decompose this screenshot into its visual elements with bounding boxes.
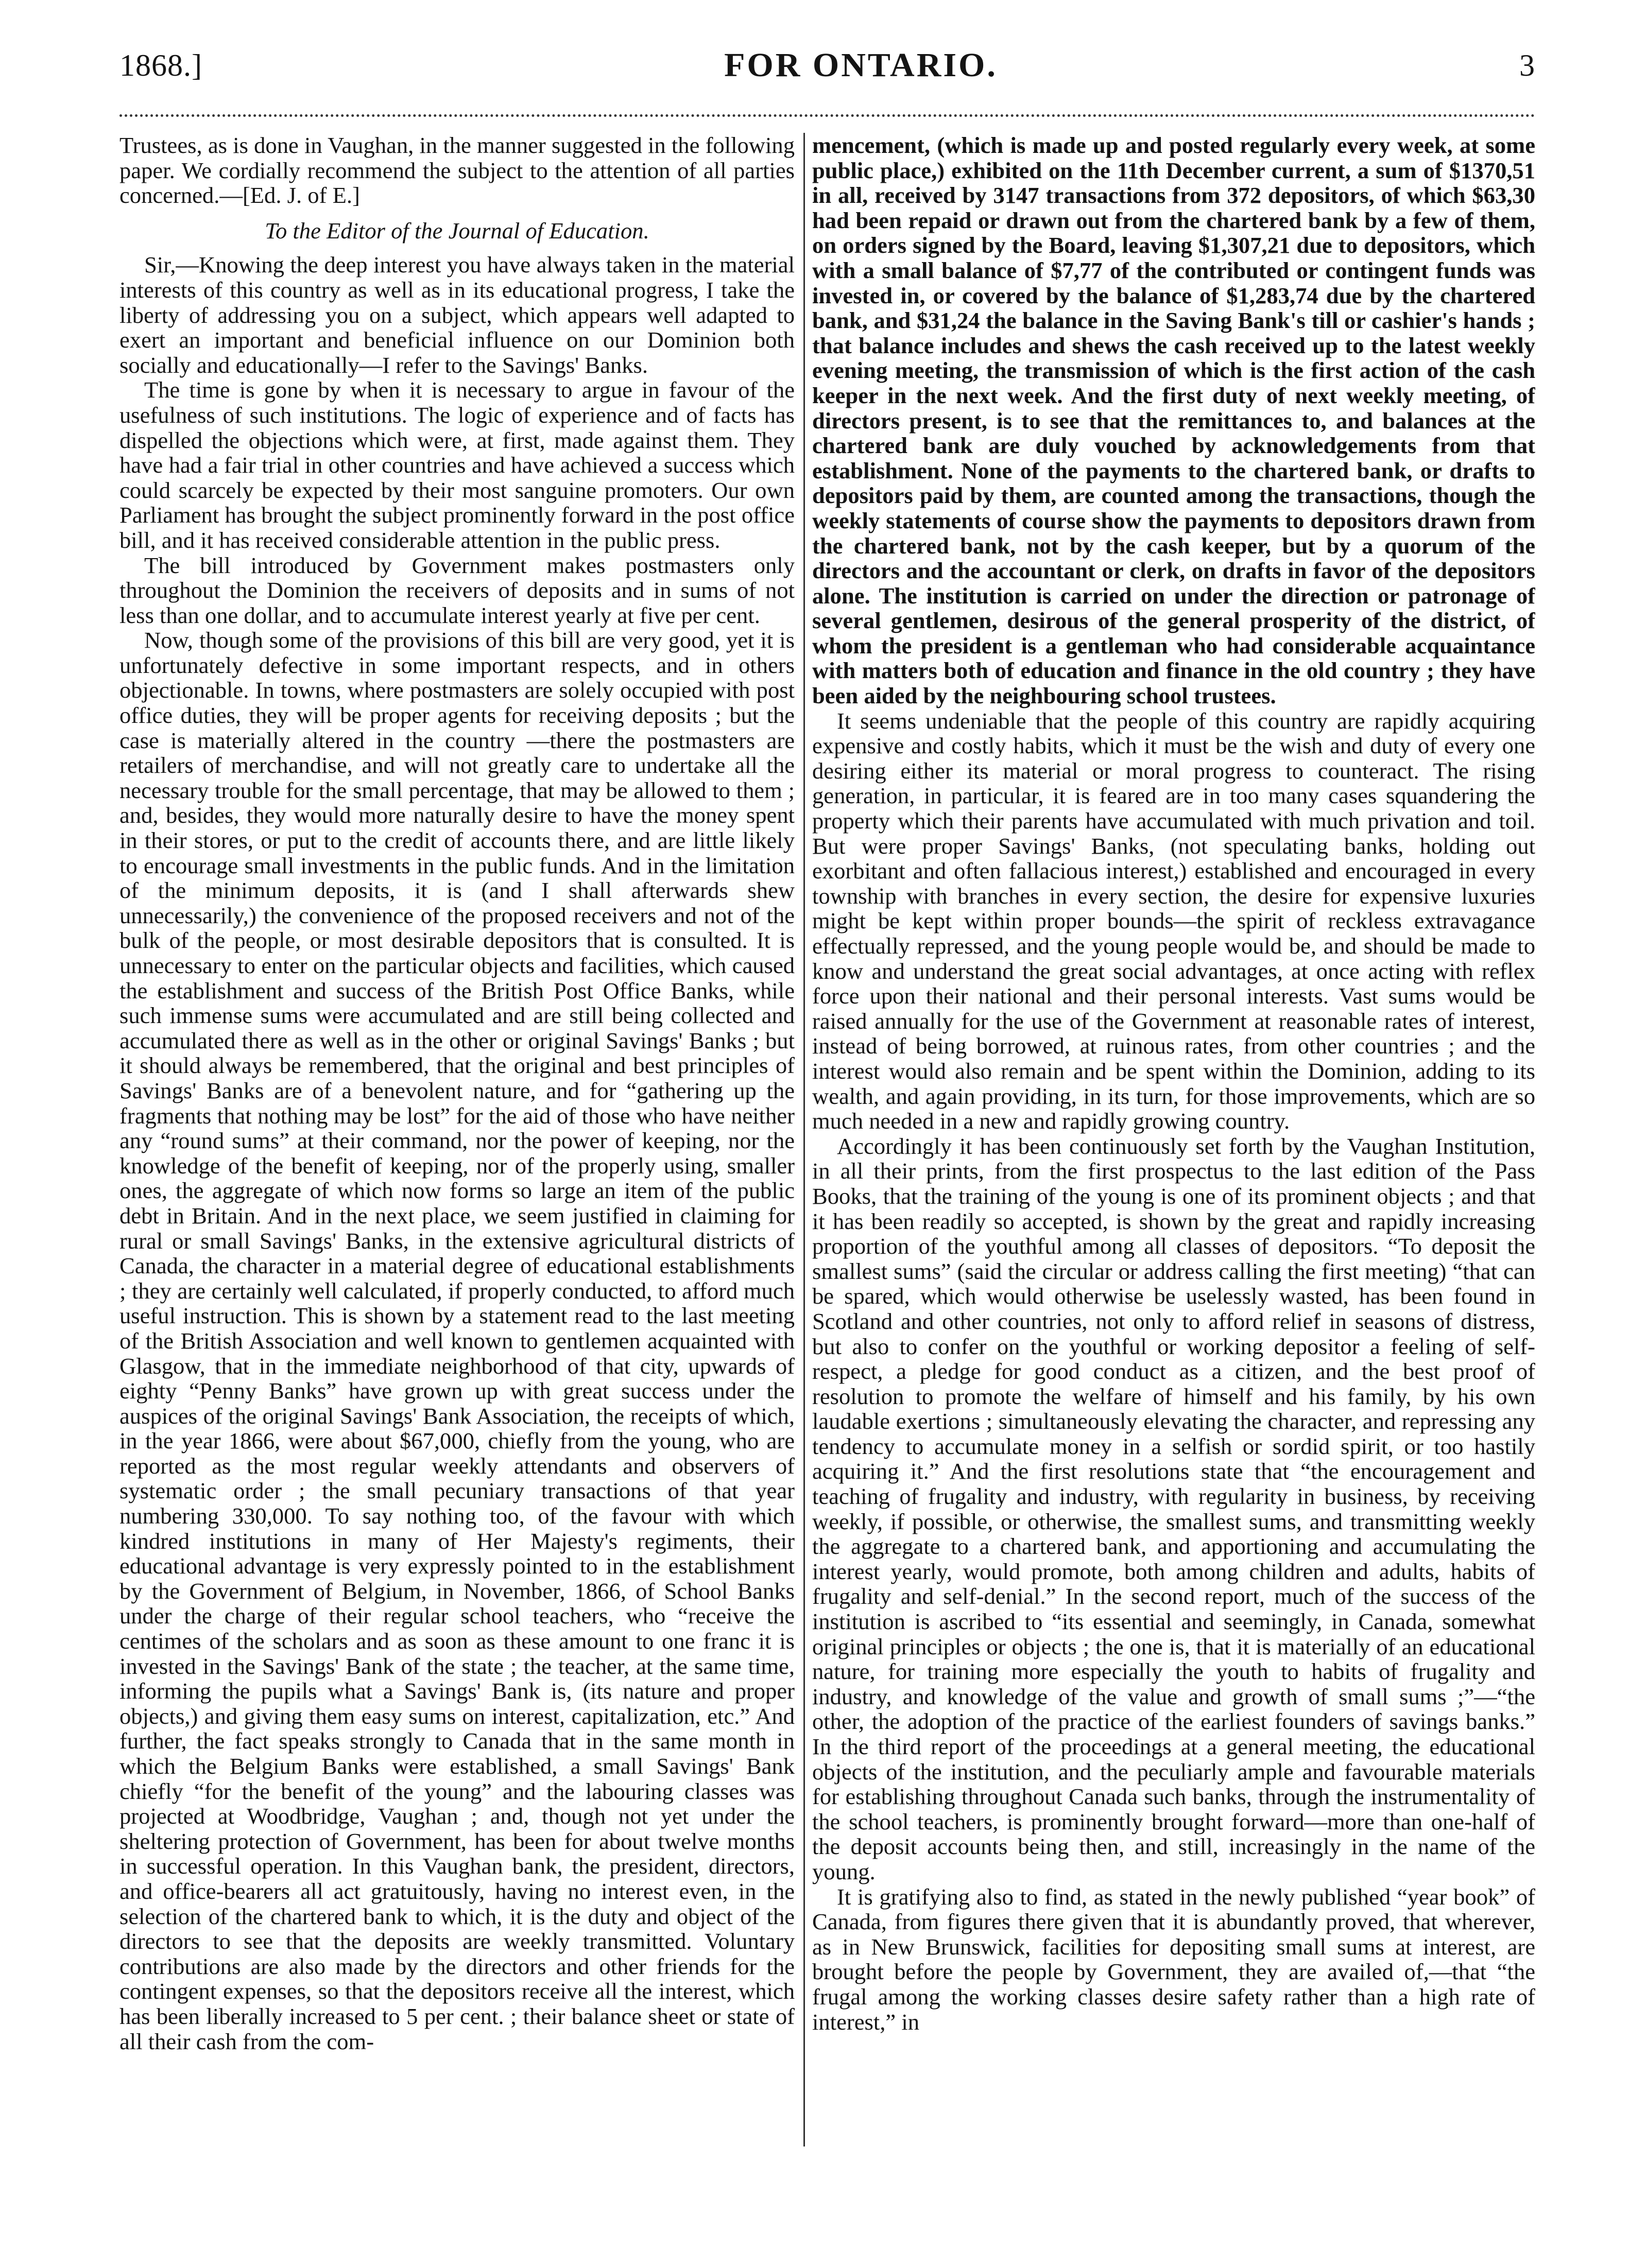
header-rule [119,114,1535,117]
paragraph: Now, though some of the provisions of this bill are very good, yet it is unfortunately defective in some important respects, and in others objectionable. In towns, where postmasters are solely occupied with post office duties, they will be proper agents for receiving deposits ; but the case is materially altered in the country —there the postmasters are retailers of merchandise, and will not greatly care to undertake all the necessary trouble for the small percentage, that may be allowed to them ; and, besides, they would more naturally desire to have the money spent in their stores, or put to the credit of accounts there, and are little likely to encourage small investments in the public funds. And in the limitation of the minimum deposits, it is (and I shall afterwards shew unnecessarily,) the convenience of the proposed receivers and not of the bulk of the people, or most desirable depositors that is consulted. It is unnecessary to enter on the particular objects and facilities, which caused the establishment and success of the British Post Office Banks, while such immense sums were accumulated and are still being collected and accumulated there as well as in the other or original Savings' Banks ; but it should always be remembered, that the original and best principles of Savings' Banks are of a benevolent nature, and for “gathering up the fragments that nothing may be lost” for the aid of those who have neither any “round sums” at their command, nor the power of keeping, nor the knowledge of the benefit of keeping, nor of the properly using, smaller ones, the aggregate of which now forms so large an item of the public debt in Britain. And in the next place, we seem justified in claiming for rural or small Savings' Banks, in the extensive agricultural districts of Canada, the character in a material degree of educational establishments ; they are certainly well calculated, if properly conducted, to afford much useful instruction. This is shown by a statement read to the last meeting of the British Association and well known to gentlemen acquainted with Glasgow, that in the immediate neighborhood of that city, upwards of eighty “Penny Banks” have grown up with great success under the auspices of the original Savings' Bank Association, the receipts of which, in the year 1866, were about $67,000, chiefly from the young, who are reported as the most regular weekly attendants and observers of systematic order ; the small pecuniary transactions of that year numbering 330,000. To say nothing too, of the favour with which kindred institutions in many of Her Majesty's regiments, their educational advantage is very expressly pointed to in the establishment by the Government of Belgium, in November, 1866, of School Banks under the charge of their regular school teachers, who “receive the centimes of the scholars and as soon as these amount to one franc it is invested in the Savings' Bank of the state ; the teacher, at the same time, informing the pupils what a Savings' Bank is, (its nature and proper objects,) and giving them easy sums on interest, capitalization, etc.” And further, the fact speaks strongly to Canada that in the same month in which the Belgium Banks were established, a small Savings' Bank chiefly “for the benefit of the young” and the labouring classes was projected at Woodbridge, Vaughan ; and, though not yet under the sheltering protection of Government, has been for about twelve months in successful operation. In this Vaughan bank, the president, directors, and office-bearers all act gratuitously, having no interest even, in the selection of the chartered bank to which, it is the duty and object of the directors to see that the deposits are weekly transmitted. Voluntary contributions are also made by the directors and other friends for the contingent expenses, so that the depositors receive all the interest, which has been liberally increased to 5 per cent. ; their balance sheet or state of all their cash from the com- [119,627,795,2054]
letter-heading: To the Editor of the Journal of Education. [265,217,649,244]
header-year: 1868.] [119,48,202,82]
left-column [119,133,795,2146]
right-column [812,133,1535,2146]
paragraph: mencement, (which is made up and posted regularly every week, at some public place,) exhibited on the 11th December current, a sum of $1370,51 in all, received by 3147 transactions from 372 depositors, of which $63,30 had been repaid or drawn out from the chartered bank by a few of them, on orders signed by the Board, leaving $1,307,21 due to depositors, which with a small balance of $7,77 of the contributed or contingent funds was invested in, or covered by the balance of $1,283,74 due by the chartered bank, and $31,24 the balance in the Saving Bank's till or cashier's hands ; that balance includes and shews the cash received up to the latest weekly evening meeting, the transmission of which is the first action of the cash keeper in the next week. And the first duty of next weekly meeting, of directors present, is to see that the remittances to, and balances at the chartered bank are duly vouched by acknowledgements from that establishment. None of the payments to the chartered bank, or drafts to depositors paid by them, are counted among the transactions, though the weekly statements of course show the payments to depositors drawn from the chartered bank, not by the cash keeper, but by a quorum of the directors and the accountant or clerk, on drafts in favor of the depositors alone. The institution is carried on under the direction or patronage of several gentlemen, desirous of the general prosperity of the district, of whom the president is a gentleman who had considerable acquaintance with matters both of education and finance in the old country ; they have been aided by the neighbouring school trustees. [812,133,1535,709]
page-number: 3 [1519,48,1535,82]
paragraph: Accordingly it has been continuously set forth by the Vaughan Institution, in all their prints, from the first prospectus to the last edition of the Pass Books, that the training of the young is one of its prominent objects ; and that it has been readily so accepted, is shown by the great and rapidly increasing proportion of the youthful among all classes of depositors. “To deposit the smallest sums” (said the circular or address calling the first meeting) “that can be spared, which would otherwise be uselessly wasted, has been found in Scotland and other countries, not only to afford relief in seasons of distress, but also to confer on the youthful or working depositor a feeling of self-respect, a pledge for good conduct as a citizen, and the best proof of resolution to promote the welfare of himself and his family, by his own laudable exertions ; simultaneously elevating the character, and repressing any tendency to accumulate money in a selfish or sordid spirit, or too hastily acquiring it.” And the first resolutions state that “the encouragement and teaching of frugality and industry, with regularity in business, by receiving weekly, if possible, or otherwise, the smallest sums, and transmitting weekly the aggregate to a chartered bank, and apportioning and accumulating the interest yearly, would promote, both among children and adults, habits of frugality and self-denial.” In the second report, much of the success of the institution is ascribed to “its essential and seemingly, in Canada, somewhat original principles or objects ; the one is, that it is materially of an educational nature, for training more especially the youth to habits of frugality and industry, and knowledge of the value and growth of small sums ;”—“the other, the adoption of the practice of the earliest founders of savings banks.” In the third report of the proceedings at a general meeting, the educational objects of the institution, and the peculiarly ample and favourable materials for establishing throughout Canada such banks, through the instrumentality of the school teachers, is prominently brought forward—more than one-half of the deposit accounts being then, and still, increasingly in the name of the young. [812,1133,1535,1884]
header-title: FOR ONTARIO. [724,46,998,84]
column-divider [803,133,805,2146]
running-header [119,42,1535,89]
editor-note: Trustees, as is done in Vaughan, in the manner suggested in the following paper. We cordially recommend the subject to the attention of all parties concerned.—[Ed. J. of E.] [119,133,795,209]
paragraph: The bill introduced by Government makes postmasters only throughout the Dominion the receivers of deposits and in sums of not less than one dollar, and to accumulate interest yearly at five per cent. [119,552,795,628]
paragraph: It seems undeniable that the people of this country are rapidly acquiring expensive and costly habits, which it must be the wish and duty of every one desiring either its material or moral progress to counteract. The rising generation, in particular, it is feared are in too many cases squandering the property which their parents have accumulated with much privation and toil. But were proper Savings' Banks, (not speculating banks, holding out exorbitant and often fallacious interest,) established and encouraged in every township with branches in every section, the desire for expensive luxuries might be kept within proper bounds—the spirit of reckless extravagance effectually repressed, and the young people would be, and should be made to know and understand the great social advantages, at once acting with reflex force upon their national and their personal interests. Vast sums would be raised annually for the use of the Government at reasonable rates of interest, instead of being borrowed, at ruinous rates, from other countries ; and the interest would also remain and be spent within the Dominion, adding to its wealth, and again providing, in its turn, for those improvements, which are so much needed in a new and rapidly growing country. [812,707,1535,1134]
paragraph: The time is gone by when it is necessary to argue in favour of the usefulness of such institutions. The logic of experience and of facts has dispelled the objections which were, at first, made against them. They have had a fair trial in other countries and have achieved a success which could scarcely be expected by their most sanguine promoters. Our own Parliament has brought the subject prominently forward in the post office bill, and it has received considerable attention in the public press. [119,377,795,553]
paragraph: It is gratifying also to find, as stated in the newly published “year book” of Canada, from figures there given that it is abundantly proved, that wherever, as in New Brunswick, facilities for depositing small sums at interest, are brought before the people by Government, they are availed of,—that “the frugal among the working classes desire safety rather than a high rate of interest,” in [812,1883,1535,2035]
paragraph: Sir,—Knowing the deep interest you have always taken in the material interests of this country as well as in its educational progress, I take the liberty of addressing you on a subject, which appears well adapted to exert an important and beneficial influence on our Dominion both socially and educationally—I refer to the Savings' Banks. [119,252,795,378]
